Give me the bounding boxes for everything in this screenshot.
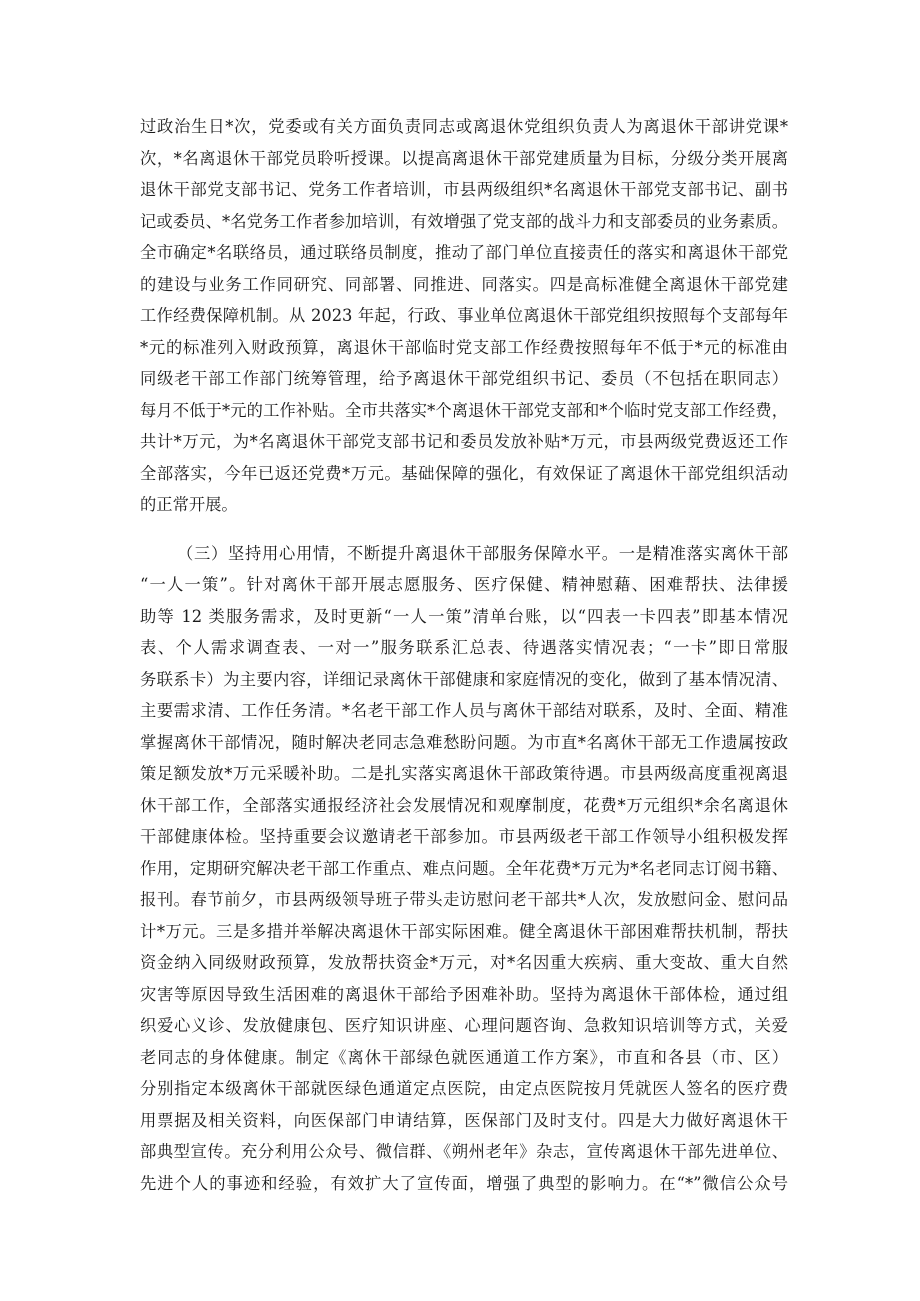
paragraph-party-building: [140, 111, 788, 521]
text-line: 记或委员、*名党务工作者参加培训，有效增强了党支部的战斗力和支部委员的业务素质。: [140, 211, 788, 231]
text-line: 休干部工作，全部落实通报经济社会发展情况和观摩制度，花费*万元组织*余名离退休: [140, 795, 788, 815]
text-line: 干部健康体检。坚持重要会议邀请老干部参加。市县两级老干部工作领导小组积极发挥: [140, 827, 788, 846]
text-line: 过政治生日*次，党委或有关方面负责同志或离退休党组织负责人为离退休干部讲党课*: [140, 117, 788, 136]
text-line: 分别指定本级离休干部就医绿色通道定点医院，由定点医院按月凭就医人签名的医疗费: [140, 1079, 788, 1098]
text-line: 全部落实，今年已返还党费*万元。基础保障的强化，有效保证了离退休干部党组织活动: [140, 463, 788, 483]
text-line: 工作经费保障机制。从 2023 年起，行政、事业单位离退休干部党组织按照每个支部每年: [140, 306, 788, 325]
text-line: 掌握离休干部情况，随时解决老同志急难愁盼问题。为市直*名离休干部无工作遗属按政: [140, 732, 788, 752]
text-line: 报刊。春节前夕，市县两级领导班子带头走访慰问老干部共*人次，发放慰问金、慰问品: [140, 890, 788, 909]
text-line: 织爱心义诊、发放健康包、医疗知识讲座、心理问题咨询、急救知识培训等方式，关爱: [140, 1016, 788, 1035]
text-line: 灾害等原因导致生活困难的离退休干部给予困难补助。坚持为离退休干部体检，通过组: [140, 984, 788, 1004]
text-line: 表、个人需求调查表、一对一”服务联系汇总表、待遇落实情况表；“一卡”即日常服: [140, 638, 788, 657]
paragraph-service-guarantee: [140, 538, 788, 1200]
text-line: 老同志的身体健康。制定《离休干部绿色就医通道工作方案》，市直和各县（市、区）: [140, 1047, 788, 1067]
text-line: 每月不低于*元的工作补贴。全市共落实*个离退休干部党支部和*个临时党支部工作经费，: [140, 400, 788, 420]
text-line: 计*万元。三是多措并举解决离退休干部实际困难。健全离退休干部困难帮扶机制，帮扶: [140, 921, 788, 941]
text-line: *元的标准列入财政预算，离退休干部临时党支部工作经费按照每年不低于*元的标准由: [140, 337, 788, 357]
text-line: 共计*万元，为*名离退休干部党支部书记和委员发放补贴*万元，市县两级党费返还工作: [140, 432, 788, 451]
text-line: 助等 12 类服务需求，及时更新“一人一策”清单台账，以“四表一卡四表”即基本情况: [140, 606, 788, 626]
text-line: 全市确定*名联络员，通过联络员制度，推动了部门单位直接责任的落实和离退休干部党: [140, 243, 788, 262]
text-line: 先进个人的事迹和经验，有效扩大了宣传面，增强了典型的影响力。在“*”微信公众号: [140, 1173, 788, 1193]
text-line: 的正常开展。: [140, 495, 238, 514]
text-line: 用票据及相关资料，向医保部门申请结算，医保部门及时支付。四是大力做好离退休干: [140, 1110, 788, 1130]
text-line: 资金纳入同级财政预算，发放帮扶资金*万元，对*名因重大疾病、重大变故、重大自然: [140, 953, 788, 972]
text-line: 策足额发放*万元采暖补助。二是扎实落实离退休干部政策待遇。市县两级高度重视离退: [140, 764, 788, 783]
text-line: 主要需求清、工作任务清。*名老干部工作人员与离休干部结对联系，及时、全面、精准: [140, 701, 788, 720]
text-line: “一人一策”。针对离休干部开展志愿服务、医疗保健、精神慰藉、困难帮扶、法律援: [140, 575, 788, 594]
text-line: 务联系卡）为主要内容，详细记录离休干部健康和家庭情况的变化，做到了基本情况清、: [140, 669, 788, 689]
text-line: 退休干部党支部书记、党务工作者培训，市县两级组织*名离退休干部党支部书记、副书: [140, 180, 788, 199]
text-line: 同级老干部工作部门统筹管理，给予离退休干部党组织书记、委员（不包括在职同志）: [140, 369, 788, 388]
text-line: 部典型宣传。充分利用公众号、微信群、《朔州老年》杂志，宣传离退休干部先进单位、: [140, 1142, 788, 1161]
document-body: [140, 111, 788, 1199]
text-line: 作用，定期研究解决老干部工作重点、难点问题。全年花费*万元为*名老同志订阅书籍、: [140, 858, 788, 878]
paragraph-spacer: [140, 521, 788, 538]
text-line: 的建设与业务工作同研究、同部署、同推进、同落实。四是高标准健全离退休干部党建: [140, 274, 788, 294]
text-line: 次，*名离退休干部党员聆听授课。以提高离退休干部党建质量为目标，分级分类开展离: [140, 148, 788, 168]
text-line: （三）坚持用心用情，不断提升离退休干部服务保障水平。一是精准落实离休干部: [177, 543, 788, 563]
